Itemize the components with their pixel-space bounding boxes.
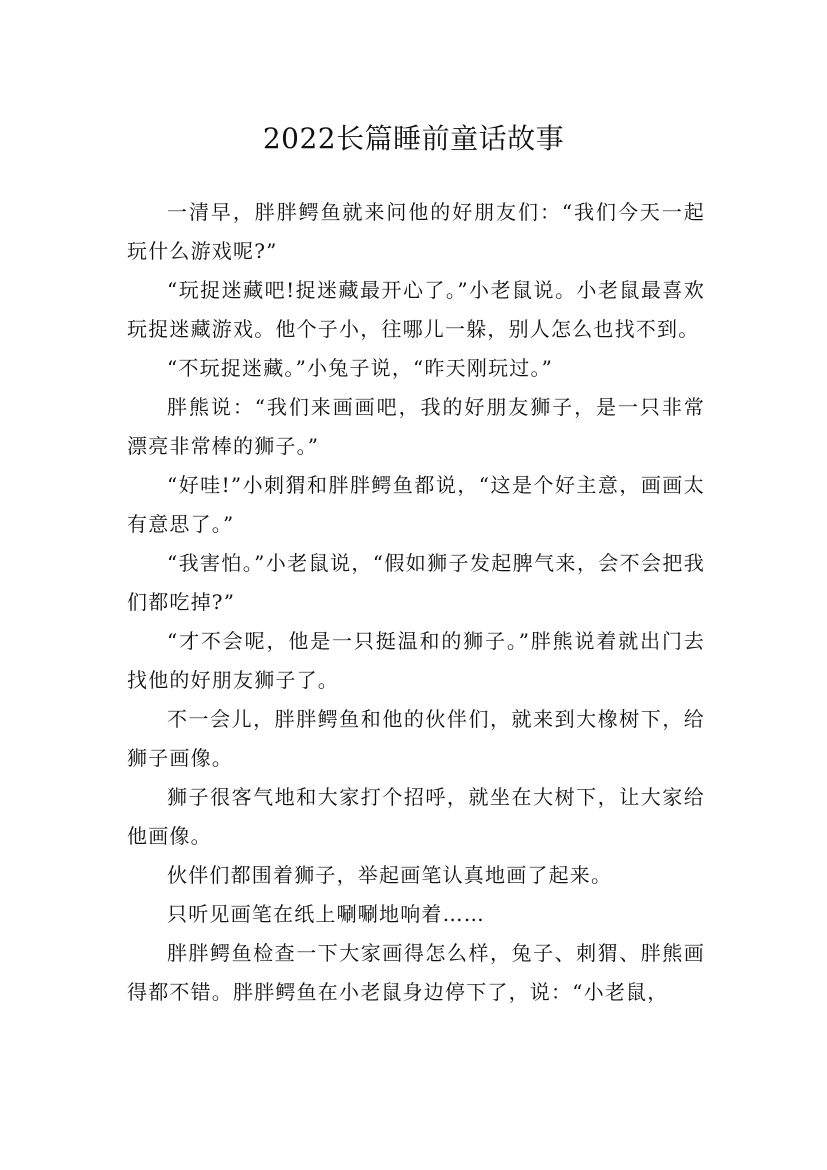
- paragraph-7: “才不会呢，他是一只挺温和的狮子。”胖熊说着就出门去找他的好朋友狮子了。: [127, 629, 705, 692]
- paragraph-5: “好哇!”小刺猬和胖胖鳄鱼都说，“这是个好主意，画画太有意思了。”: [127, 473, 705, 536]
- paragraph-10: 伙伴们都围着狮子，举起画笔认真地画了起来。: [167, 863, 613, 887]
- paragraph-12: 胖胖鳄鱼检查一下大家画得怎么样，兔子、刺猬、胖熊画得都不错。胖胖鳄鱼在小老鼠身边停下了，说：“小老鼠，: [127, 941, 705, 1004]
- paragraph-3: “不玩捉迷藏。”小兔子说，“昨天刚玩过。”: [167, 356, 554, 380]
- paragraph-6: “我害怕。”小老鼠说，“假如狮子发起脾气来，会不会把我们都吃掉?”: [127, 551, 705, 614]
- paragraph-4: 胖熊说：“我们来画画吧，我的好朋友狮子，是一只非常漂亮非常棒的狮子。”: [127, 395, 705, 458]
- paragraph-9: 狮子很客气地和大家打个招呼，就坐在大树下，让大家给他画像。: [127, 785, 705, 848]
- paragraph-2: “玩捉迷藏吧!捉迷藏最开心了。”小老鼠说。小老鼠最喜欢玩捉迷藏游戏。他个子小，往哪儿一躲，别人怎么也找不到。: [127, 278, 705, 341]
- paragraph-1: 一清早，胖胖鳄鱼就来问他的好朋友们：“我们今天一起玩什么游戏呢?”: [127, 200, 705, 263]
- page-title: 2022长篇睡前童话故事: [262, 121, 565, 155]
- paragraph-11: 只听见画笔在纸上唰唰地响着……: [167, 902, 485, 926]
- paragraph-8: 不一会儿，胖胖鳄鱼和他的伙伴们，就来到大橡树下，给狮子画像。: [127, 707, 705, 770]
- story-body: [127, 193, 705, 1012]
